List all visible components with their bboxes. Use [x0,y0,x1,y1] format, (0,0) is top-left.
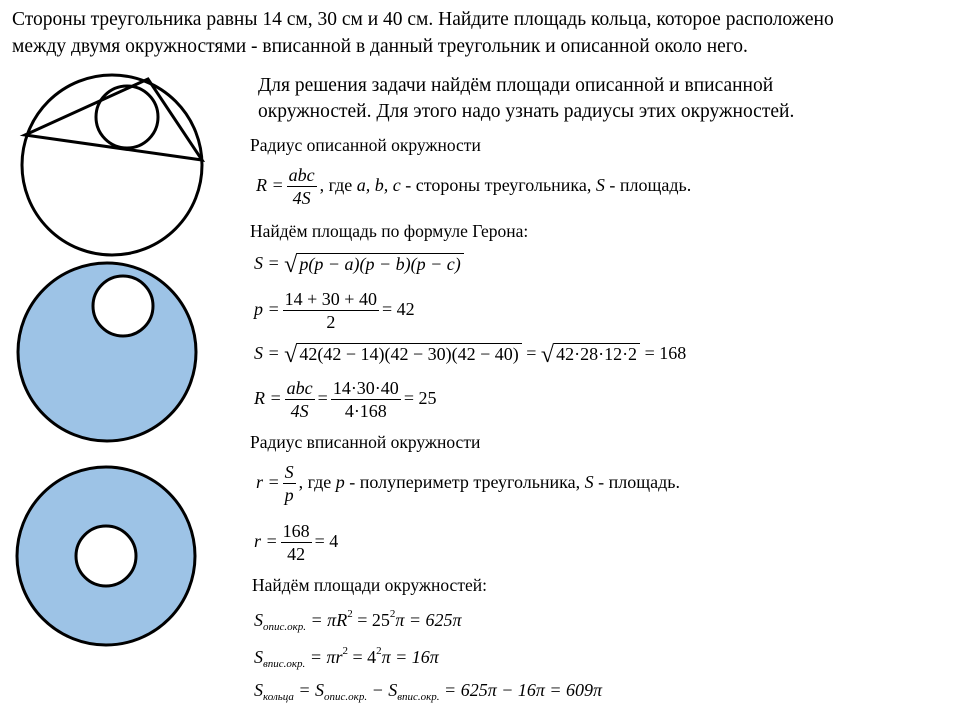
lhs: R = [254,388,282,409]
triangle [25,79,202,160]
part-3: π = 16π [381,647,439,667]
sup-2: 2 [376,645,382,657]
denominator-2: 4·168 [344,400,387,421]
s-symbol: S [254,610,263,630]
var-p: p [335,472,345,493]
inner-hole-circle [93,276,153,336]
fraction [287,166,317,208]
denominator-1: 4S [290,400,309,421]
intro-line-2: окружностей. Для этого надо узнать радиусы этих окружностей. [258,101,795,122]
description-mid: - полупериметр треугольника, [344,472,581,493]
sqrt: √ p(p − a)(p − b)(p − c) [284,255,464,275]
sqrt-1: √ 42(42 − 14)(42 − 30)(42 − 40) [284,345,522,365]
numerator: abc [288,165,315,185]
eq: = [317,388,328,409]
subscript: опис.окр. [263,621,307,633]
fraction-1 [285,379,315,421]
radicand: p(p − a)(p − b)(p − c) [297,253,463,274]
fraction [281,522,312,564]
part-3: π = 625π [395,610,462,630]
r-small-formula [254,522,338,564]
sqrt-2: √ 42·28·12·2 [541,345,640,365]
heron-label: Найдём площадь по формуле Герона: [250,221,529,241]
denominator: 42 [287,543,306,564]
circumscribed-circle [22,75,202,255]
eq: = [526,343,537,363]
subscript-2: опис.окр. [324,691,368,703]
formula-lhs: S = [254,253,280,273]
eq-part: = S [293,680,325,700]
circumradius-label: Радиус описанной окружности [250,135,481,155]
problem-line-1: Стороны треугольника равны 14 см, 30 см и 40 см. Найдите площадь кольца, которое расположено [12,9,834,30]
area-ring [254,681,602,703]
description-pre: , где [319,175,353,196]
area-inscribed [254,646,439,670]
area-circumscribed [254,609,462,633]
description-end: - площадь. [604,175,692,196]
fraction [283,290,379,332]
description-end: - площадь. [593,472,680,493]
inradius-label: Радиус вписанной окружности [250,432,481,452]
part-2: = 4 [347,647,377,667]
result: = 42 [381,299,415,320]
subscript: впис.окр. [263,658,306,670]
numerator: S [284,462,294,482]
denominator: 4S [292,187,311,208]
areas-label: Найдём площади окружностей: [252,575,487,595]
numerator: 14 + 30 + 40 [284,289,377,309]
var-s: S [595,175,605,196]
denominator: p [284,484,294,505]
denominator: 2 [326,311,336,332]
part-1: = πr [305,647,343,667]
s-symbol: S [254,647,263,667]
subscript-3: впис.окр. [397,691,440,703]
lhs: p = [254,299,280,320]
area-formula [254,341,687,368]
intro-line-1: Для решения задачи найдём площади описанной и вписанной [258,75,774,96]
subscript: кольца [263,691,294,703]
figure-triangle-circles [22,75,202,255]
description-mid: - стороны треугольника, [400,175,592,196]
result: = 25 [403,388,437,409]
result: = 168 [644,343,687,363]
radicand-1: 42(42 − 14)(42 − 30)(42 − 40) [297,343,521,364]
lhs: S = [254,343,280,363]
heron-formula [254,251,464,278]
part-2: = 25 [352,610,390,630]
numerator-1: abc [286,378,313,398]
inradius-formula [256,463,680,505]
s-symbol: S [254,680,263,700]
part-1: = πR [306,610,348,630]
vars: a, b, c [356,175,401,196]
sup-2: 2 [389,608,396,620]
minus-part: − S [367,680,398,700]
r-big-formula [254,379,436,421]
sup-1: 2 [347,608,353,620]
lhs: r = [254,531,278,552]
circumradius-formula [256,166,691,208]
problem-line-2: между двумя окружностями - вписанной в данный треугольник и описанной около него. [12,36,748,57]
sup-1: 2 [342,645,348,657]
radicand-2: 42·28·12·2 [554,343,640,364]
lhs: r = [256,472,280,493]
numerator: 168 [282,521,310,541]
inscribed-circle [96,86,158,148]
semiperimeter-formula [254,290,415,332]
figure-ring-centered [17,467,195,645]
numerator-2: 14·30·40 [332,378,399,398]
result: = 4 [314,531,339,552]
fraction-2 [331,379,401,421]
formula-lhs: R = [256,175,284,196]
var-s: S [584,472,594,493]
figure-ring-offset [18,263,196,441]
ring-inner-circle [76,526,136,586]
fraction [283,463,296,505]
result: = 625π − 16π = 609π [439,680,603,700]
description-pre: , где [298,472,332,493]
